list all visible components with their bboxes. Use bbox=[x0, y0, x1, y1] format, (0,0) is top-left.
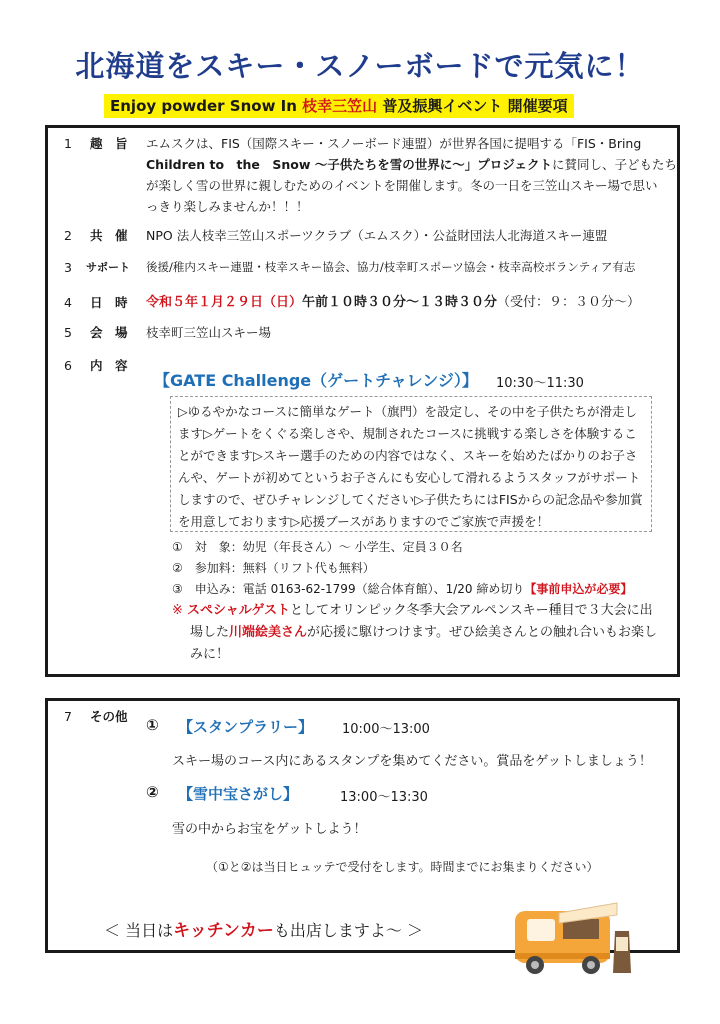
treasure-mark: ② bbox=[146, 783, 159, 801]
s1-line3: が楽しく雪の世界に親しむためのイベントを開催します。冬の一日を三笠山スキー場で思い bbox=[146, 178, 658, 193]
s1-label: 趣 旨 bbox=[90, 136, 128, 151]
s4-datetime bbox=[146, 292, 640, 313]
gate-item-target: ① 対 象：幼児（年長さん）～ 小学生、定員３０名 bbox=[172, 540, 463, 554]
special-line1 bbox=[172, 600, 653, 621]
s1-line2-project: Children to the Snow ～子供たちを雪の世界に～」プロジェクト bbox=[146, 157, 553, 172]
special-line2-pre: 場した bbox=[190, 625, 230, 640]
treasure-time: 13:00～13:30 bbox=[340, 790, 428, 805]
s4-label: 日 時 bbox=[90, 295, 128, 310]
s4-time: 午前１０時３０分～１３時３０分 bbox=[302, 295, 498, 310]
treasure-heading: 【雪中宝さがし】 bbox=[178, 785, 299, 803]
s2-num: 2 bbox=[64, 228, 72, 243]
s4-num: 4 bbox=[64, 295, 72, 310]
s6-label: 内 容 bbox=[90, 358, 128, 373]
s2-label: 共 催 bbox=[90, 228, 128, 243]
s5-label: 会 場 bbox=[90, 325, 128, 340]
kitchen-post: も出店しますよ～ ＞ bbox=[273, 921, 423, 940]
reception-note: （①と②は当日ヒュッテで受付をします。時間までにお集まりください） bbox=[206, 860, 599, 874]
kitchen-pre: ＜ 当日は bbox=[104, 921, 174, 940]
food-truck-icon bbox=[505, 893, 640, 983]
s7-num: 7 bbox=[64, 709, 72, 724]
s2-text: NPO 法人枝幸三笠山スポーツクラブ（エムスク）・公益財団法人北海道スキー連盟 bbox=[146, 228, 608, 243]
gate-item-apply bbox=[172, 579, 632, 599]
s1-line2 bbox=[146, 154, 677, 175]
stamp-mark: ① bbox=[146, 716, 159, 734]
page-title: 北海道をスキー・スノーボードで元気に！ bbox=[75, 49, 645, 83]
s3-text: 後援/稚内スキー連盟・枝幸スキー協会、協力/枝幸町スポーツ協会・枝幸高校ボランティア有志 bbox=[146, 260, 636, 274]
special-guest-label: スペシャルゲスト bbox=[187, 603, 291, 618]
stamp-time: 10:00～13:00 bbox=[342, 722, 430, 737]
special-mark: ※ bbox=[172, 603, 183, 618]
s1-line4: っきり楽しみませんか！！！ bbox=[146, 199, 309, 214]
s6-num: 6 bbox=[64, 358, 72, 373]
s7-label: その他 bbox=[90, 709, 128, 724]
subtitle-prefix: Enjoy powder Snow In bbox=[110, 97, 303, 115]
subtitle-banner bbox=[104, 94, 574, 118]
gate-time: 10:30～11:30 bbox=[496, 376, 584, 391]
special-line1-rest: としてオリンピック冬季大会アルペンスキー種目で３大会に出 bbox=[290, 603, 653, 618]
gate-heading: 【GATE Challenge（ゲートチャレンジ）】 bbox=[154, 371, 478, 390]
treasure-text: 雪の中からお宝をゲットしよう！ bbox=[172, 822, 367, 837]
kitchen-car-label: キッチンカー bbox=[173, 921, 274, 941]
stamp-heading: 【スタンプラリー】 bbox=[178, 718, 314, 736]
s5-num: 5 bbox=[64, 325, 72, 340]
gate-item-apply-required: 【事前申込が必要】 bbox=[524, 582, 633, 596]
s3-label: サポート bbox=[86, 261, 130, 274]
s1-line2-rest: に賛同し、子どもたち bbox=[552, 157, 678, 172]
s4-date: 令和５年１月２９日（日） bbox=[146, 295, 303, 310]
gate-item-fee: ② 参加料：無料（リフト代も無料） bbox=[172, 561, 375, 575]
subtitle-suffix: 普及振興イベント 開催要項 bbox=[377, 97, 568, 115]
special-line2-post: が応援に駆けつけます。ぜひ絵美さんとの触れ合いもお楽し bbox=[307, 625, 657, 640]
stamp-text: スキー場のコース内にあるスタンプを集めてください。賞品をゲットしましょう！ bbox=[172, 754, 652, 769]
s4-reception: （受付：９：３０分～） bbox=[497, 295, 641, 310]
s1-line1: エムスクは、FIS（国際スキー・スノーボード連盟）が世界各国に提唱する「FIS・Bring bbox=[146, 136, 642, 151]
special-line2 bbox=[190, 622, 657, 643]
gate-description: ▷ゆるやかなコースに簡単なゲート（旗門）を設定し、その中を子供たちが滑走します▷ゲートをくぐる楽しさや、規制されたコースに挑戦する楽しさを体験することができます▷スキー選手のための内容ではなく、スキーを始めたばかりのお子さんや、ゲートが初めてというお子さんにも安心して滑れるようスタッフがサポートしますので、ぜひチャレンジしてください▷子供たちにはFISからの記念品や参加賞を用意しております▷応援ブースがありますのでご家族で声援を！ bbox=[170, 396, 652, 532]
gate-item-apply-text: ③ 申込み：電話 0163-62-1799（総合体育館）、1/20 締め切り bbox=[172, 582, 525, 596]
subtitle-venue: 枝幸三笠山 bbox=[302, 97, 378, 115]
s3-num: 3 bbox=[64, 260, 72, 275]
s1-num: 1 bbox=[64, 136, 72, 151]
s5-text: 枝幸町三笠山スキー場 bbox=[146, 325, 272, 340]
kitchen-car-notice bbox=[104, 916, 423, 941]
special-line3: みに！ bbox=[190, 647, 230, 662]
special-guest-name: 川端絵美さん bbox=[229, 625, 308, 640]
